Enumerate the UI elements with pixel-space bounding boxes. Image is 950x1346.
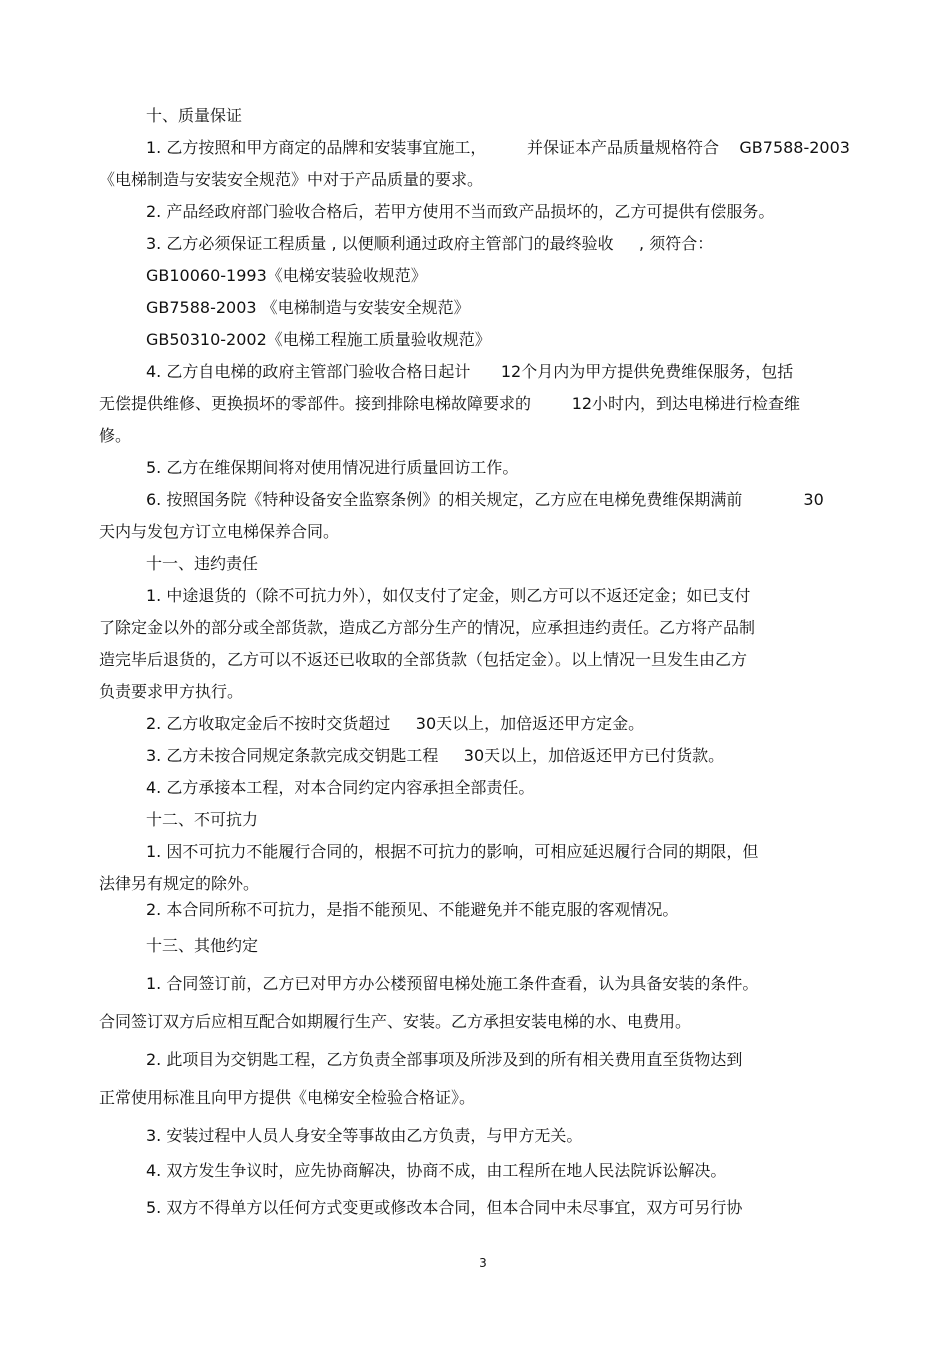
paragraph-line: 4. 乙方承接本工程，对本合同约定内容承担全部责任。	[146, 778, 535, 797]
paragraph-line: 《电梯制造与安装安全规范》中对于产品质量的要求。	[99, 170, 484, 189]
section-heading-breach-liability: 十一、违约责任	[146, 554, 259, 573]
paragraph-line: 3. 乙方必须保证工程质量 , 以便顺利通过政府主管部门的最终验收 , 须符合：	[146, 234, 714, 253]
paragraph-line: 了除定金以外的部分或全部货款，造成乙方部分生产的情况，应承担违约责任。乙方将产品制	[99, 618, 756, 637]
paragraph-line: 2. 此项目为交钥匙工程，乙方负责全部事项及所涉及到的所有相关费用直至货物达到	[146, 1050, 743, 1069]
standard-reference: GB10060-1993《电梯安装验收规范》	[146, 266, 427, 285]
paragraph-line: 1. 合同签订前，乙方已对甲方办公楼预留电梯处施工条件查看，认为具备安装的条件。	[146, 974, 759, 993]
paragraph-line: 3. 安装过程中人员人身安全等事故由乙方负责，与甲方无关。	[146, 1126, 583, 1145]
section-heading-force-majeure: 十二、不可抗力	[146, 810, 259, 829]
paragraph-line: 5. 乙方在维保期间将对使用情况进行质量回访工作。	[146, 458, 519, 477]
standard-reference: GB50310-2002《电梯工程施工质量验收规范》	[146, 330, 491, 349]
paragraph-line: 合同签订双方后应相互配合如期履行生产、安装。乙方承担安装电梯的水、电费用。	[99, 1012, 692, 1031]
paragraph-line: 4. 双方发生争议时，应先协商解决，协商不成，由工程所在地人民法院诉讼解决。	[146, 1161, 727, 1180]
paragraph-line: 修。	[99, 426, 132, 445]
paragraph-line: 5. 双方不得单方以任何方式变更或修改本合同，但本合同中未尽事宜，双方可另行协	[146, 1198, 743, 1217]
page-number: 3	[479, 1256, 487, 1270]
paragraph-line: 1. 因不可抗力不能履行合同的，根据不可抗力的影响，可相应延迟履行合同的期限，但	[146, 842, 759, 861]
paragraph-line: 2. 产品经政府部门验收合格后，若甲方使用不当而致产品损坏的，乙方可提供有偿服务。	[146, 202, 775, 221]
paragraph-line: 3. 乙方未按合同规定条款完成交钥匙工程 30天以上，加倍返还甲方已付货款。	[146, 746, 725, 765]
paragraph-line: 2. 乙方收取定金后不按时交货超过 30天以上，加倍返还甲方定金。	[146, 714, 645, 733]
section-heading-other-agreements: 十三、其他约定	[146, 936, 259, 955]
standard-reference: GB7588-2003 《电梯制造与安装安全规范》	[146, 298, 470, 317]
paragraph-line: 4. 乙方自电梯的政府主管部门验收合格日起计 12个月内为甲方提供免费维保服务，包括	[146, 362, 794, 381]
paragraph-line: 法律另有规定的除外。	[99, 874, 260, 893]
section-heading-quality-guarantee: 十、质量保证	[146, 106, 243, 125]
paragraph-line: 1. 乙方按照和甲方商定的品牌和安装事宜施工， 并保证本产品质量规格符合 GB7588-2003	[146, 138, 850, 157]
paragraph-line: 造完毕后退货的，乙方可以不返还已收取的全部货款（包括定金）。以上情况一旦发生由乙方	[99, 650, 748, 669]
paragraph-line: 正常使用标准且向甲方提供《电梯安全检验合格证》。	[99, 1088, 476, 1107]
paragraph-line: 6. 按照国务院《特种设备安全监察条例》的相关规定，乙方应在电梯免费维保期满前 30	[146, 490, 824, 509]
paragraph-line: 负责要求甲方执行。	[99, 682, 244, 701]
paragraph-line: 2. 本合同所称不可抗力，是指不能预见、不能避免并不能克服的客观情况。	[146, 900, 679, 919]
paragraph-line: 无偿提供维修、更换损坏的零部件。接到排除电梯故障要求的 12小时内，到达电梯进行检查维	[99, 394, 801, 413]
paragraph-line: 1. 中途退货的（除不可抗力外），如仅支付了定金，则乙方可以不返还定金；如已支付	[146, 586, 751, 605]
paragraph-line: 天内与发包方订立电梯保养合同。	[99, 522, 340, 541]
